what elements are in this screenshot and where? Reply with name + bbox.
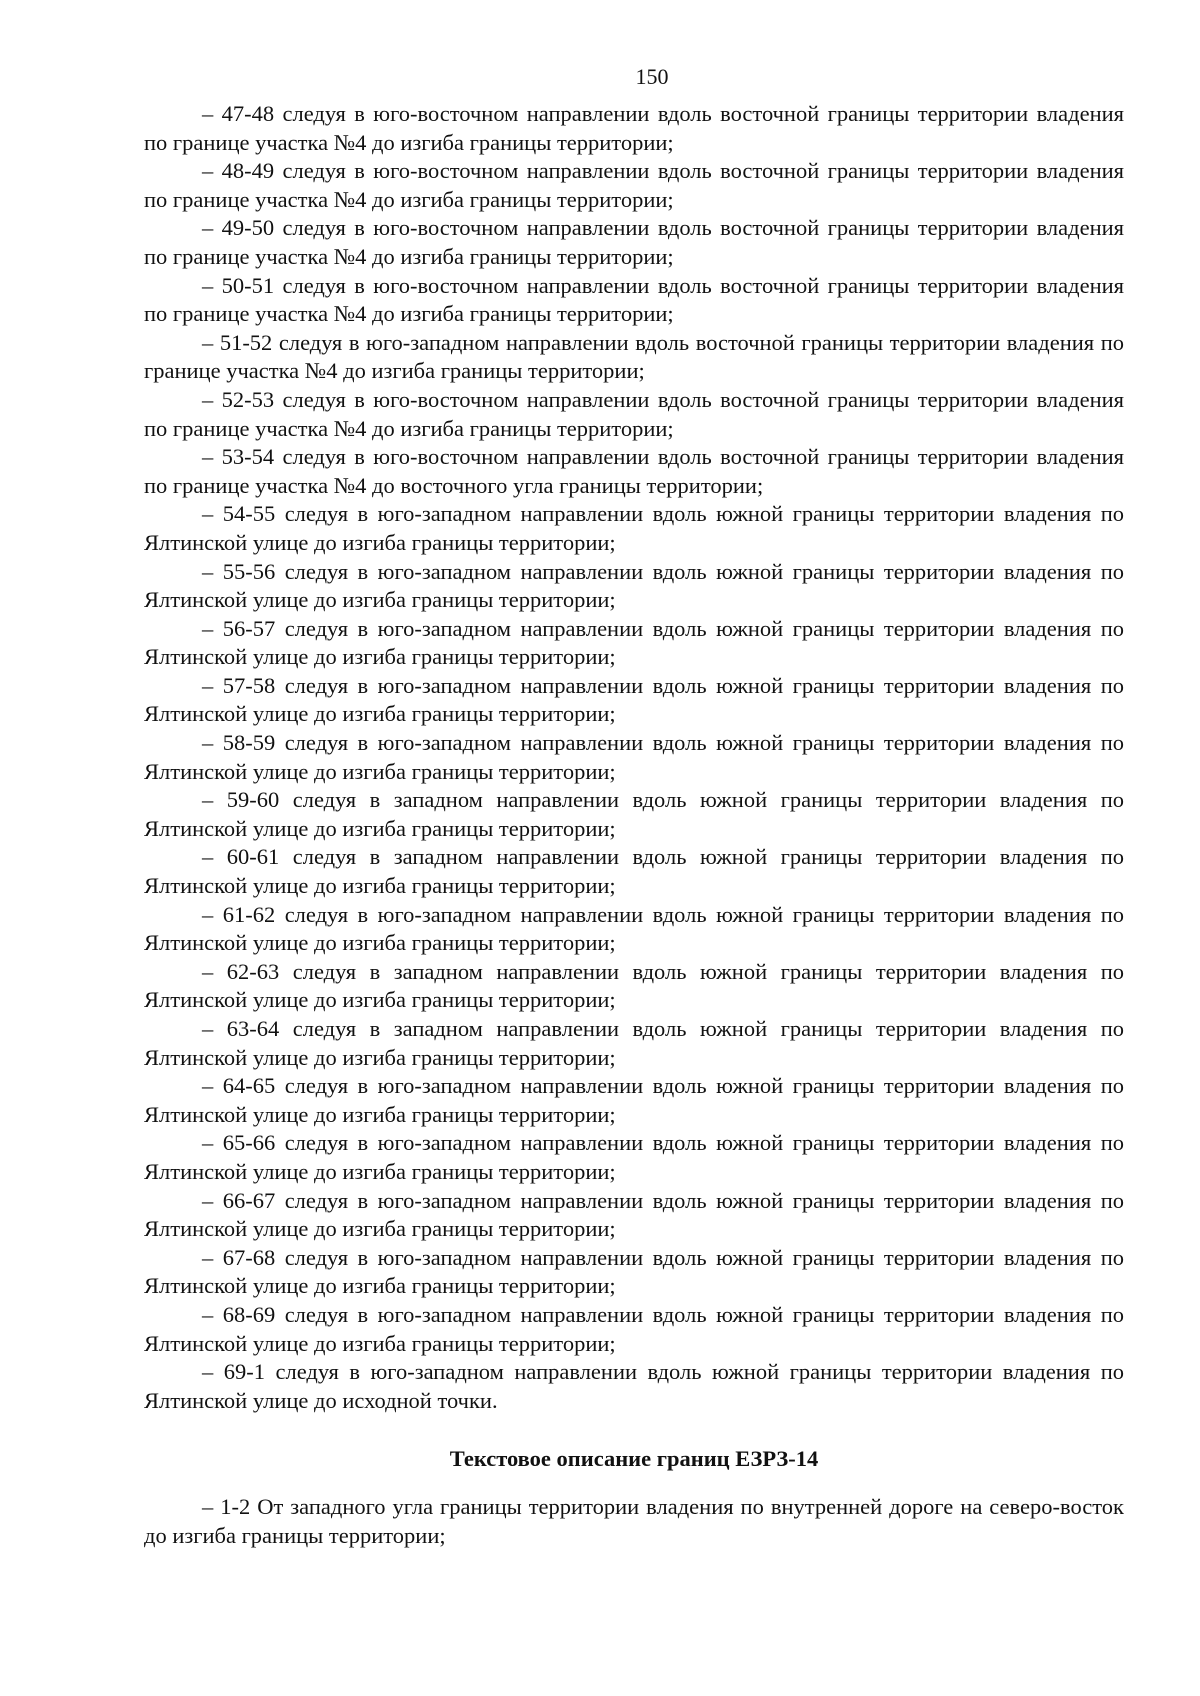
boundary-entry: – 65-66 следуя в юго-западном направлении вдоль южной границы территории владения по Ялтинской улице до изгиба границы территории; <box>144 1130 1124 1184</box>
boundary-entry: – 53-54 следуя в юго-восточном направлении вдоль восточной границы территории владения по границе участка №4 до восточного угла границы территории; <box>144 444 1124 498</box>
boundary-list <box>144 100 1124 1415</box>
boundary-entry: – 60-61 следуя в западном направлении вдоль южной границы территории владения по Ялтинской улице до изгиба границы территории; <box>144 844 1124 899</box>
boundary-entry: – 66-67 следуя в юго-западном направлении вдоль южной границы территории владения по Ялтинской улице до изгиба границы территории; <box>144 1187 1124 1242</box>
boundary-entry: – 48-49 следуя в юго-восточном направлении вдоль восточной границы территории владения по границе участка №4 до изгиба границы территории; <box>144 158 1124 212</box>
boundary-entry: – 67-68 следуя в юго-западном направлении вдоль южной границы территории владения по Ялтинской улице до изгиба границы территории; <box>144 1244 1124 1299</box>
boundary-entry: – 55-56 следуя в юго-западном направлении вдоль южной границы территории владения по Ялтинской улице до изгиба границы территории; <box>144 558 1124 613</box>
boundary-entry: – 59-60 следуя в западном направлении вдоль южной границы территории владения по Ялтинской улице до изгиба границы территории; <box>144 787 1124 841</box>
section-title: Текстовое описание границ ЕЗРЗ-14 <box>449 1446 819 1472</box>
boundary-entry: – 52-53 следуя в юго-восточном направлении вдоль восточной границы территории владения по границе участка №4 до изгиба границы территории; <box>144 386 1124 441</box>
boundary-entry: – 63-64 следуя в западном направлении вдоль южной границы территории владения по Ялтинской улице до изгиба границы территории; <box>144 1016 1124 1070</box>
boundary-entry: – 58-59 следуя в юго-западном направлении вдоль южной границы территории владения по Ялтинской улице до изгиба границы территории; <box>144 730 1124 784</box>
boundary-entry: – 69-1 следуя в юго-западном направлении вдоль южной границы территории владения по Ялтинской улице до исходной точки. <box>144 1359 1124 1413</box>
boundary-entry: – 68-69 следуя в юго-западном направлении вдоль южной границы территории владения по Ялтинской улице до изгиба границы территории; <box>144 1301 1124 1356</box>
boundary-entry: – 61-62 следуя в юго-западном направлении вдоль южной границы территории владения по Ялтинской улице до изгиба границы территории; <box>144 901 1124 956</box>
boundary-entry: – 64-65 следуя в юго-западном направлении вдоль южной границы территории владения по Ялтинской улице до изгиба границы территории; <box>144 1073 1124 1127</box>
boundary-entry: – 56-57 следуя в юго-западном направлении вдоль южной границы территории владения по Ялтинской улице до изгиба границы территории; <box>144 615 1124 670</box>
boundary-entry: – 50-51 следуя в юго-восточном направлении вдоль восточной границы территории владения по границе участка №4 до изгиба границы территории; <box>144 272 1124 327</box>
page-number: 150 <box>635 64 669 89</box>
boundary-entry: – 54-55 следуя в юго-западном направлении вдоль южной границы территории владения по Ялтинской улице до изгиба границы территории; <box>144 501 1124 555</box>
boundary-entry: – 1-2 От западного угла границы территории владения по внутренней дороге на северо-восток до изгиба границы территории; <box>144 1494 1124 1548</box>
boundary-entry: – 49-50 следуя в юго-восточном направлении вдоль восточной границы территории владения по границе участка №4 до изгиба границы территории; <box>144 215 1124 269</box>
section-boundary-list <box>144 1493 1124 1550</box>
document-page <box>144 64 1124 1551</box>
boundary-entry: – 51-52 следуя в юго-западном направлении вдоль восточной границы территории владения по границе участка №4 до изгиба границы территории; <box>144 329 1124 384</box>
boundary-entry: – 57-58 следуя в юго-западном направлении вдоль южной границы территории владения по Ялтинской улице до изгиба границы территории; <box>144 672 1124 727</box>
boundary-entry: – 62-63 следуя в западном направлении вдоль южной границы территории владения по Ялтинской улице до изгиба границы территории; <box>144 958 1124 1013</box>
boundary-entry: – 47-48 следуя в юго-восточном направлении вдоль восточной границы территории владения по границе участка №4 до изгиба границы территории; <box>144 101 1124 155</box>
